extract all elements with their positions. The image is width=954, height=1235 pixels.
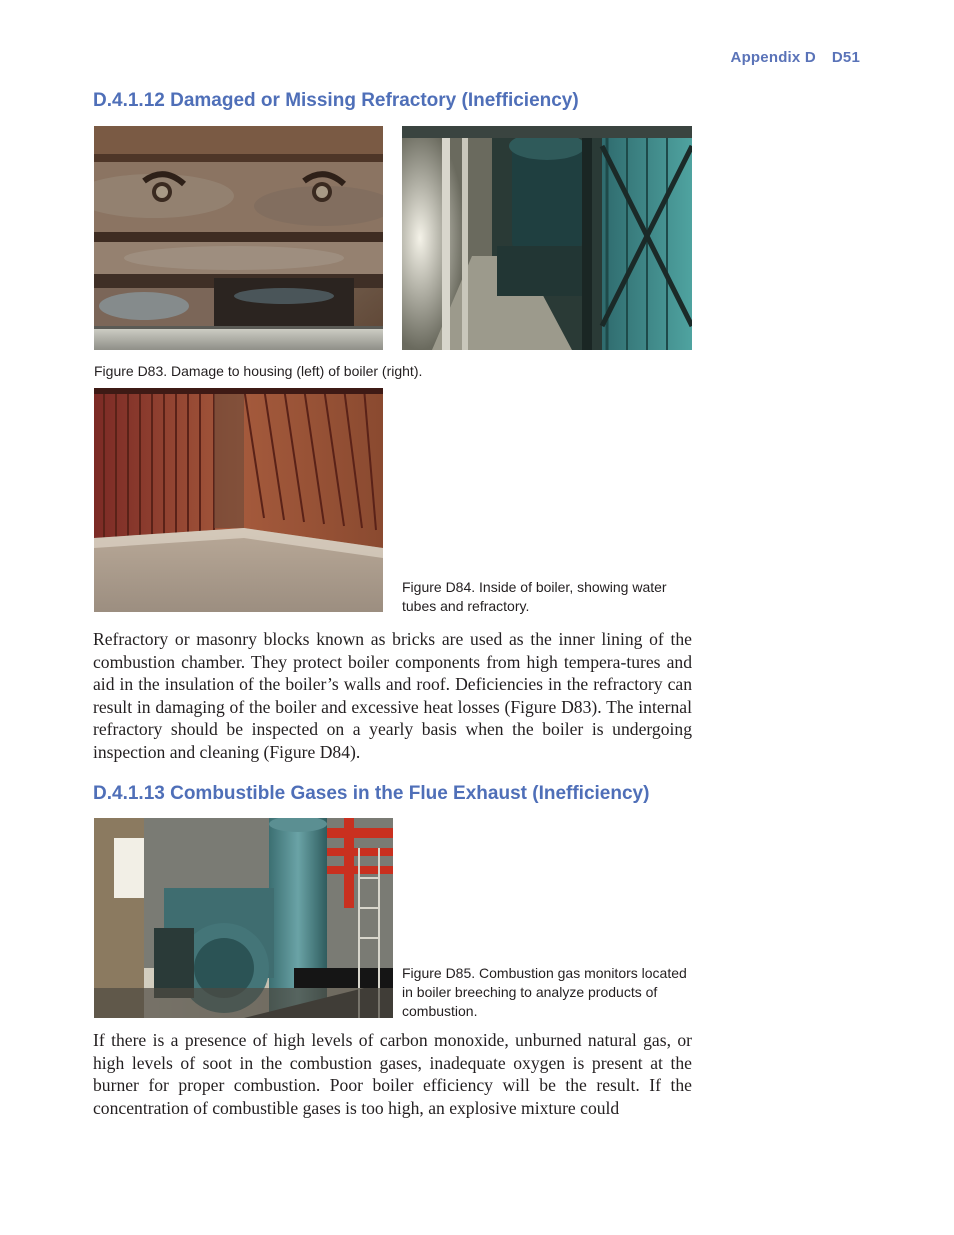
page-number: D51: [831, 49, 860, 66]
figure-d83-boiler-photo: [402, 126, 692, 350]
figure-d84-caption-line-2: tubes and refractory.: [402, 598, 530, 614]
figure-d85-caption: [402, 964, 697, 1021]
figure-d84-boiler-interior-photo: [94, 388, 383, 612]
appendix-label: Appendix D: [730, 49, 816, 66]
paragraph-refractory: Refractory or masonry blocks known as bricks are used as the inner lining of the combustion chamber. They protect boiler components from high tempera-tures and aid in the insulation of the boiler’s walls and roof. Deficiencies in the refractory can result in damaging of the boiler and excessive heat losses (Figure D83). The internal refractory should be inspected on a yearly basis when the boiler is undergoing inspection and cleaning (Figure D84).: [93, 629, 692, 762]
section-heading-combustible-gases: D.4.1.13 Combustible Gases in the Flue Exhaust (Inefficiency): [93, 783, 650, 804]
paragraph-combustible-gases: If there is a presence of high levels of carbon monoxide, unburned natural gas, or high levels of soot in the combustion gases, inadequate oxygen is present at the burner for proper combustion. Poor boiler efficiency will be the result. If the concentration of combustible gases is too high, an explosive mixture could: [93, 1030, 692, 1118]
figure-d84-caption: [402, 578, 692, 616]
figure-d84-caption-line-1: Figure D84. Inside of boiler, showing water: [402, 579, 667, 595]
figure-d85-caption-line-1: Figure D85. Combustion gas monitors located: [402, 965, 687, 981]
figure-d83-caption: Figure D83. Damage to housing (left) of boiler (right).: [94, 363, 423, 379]
running-head: [731, 49, 860, 66]
section-heading-refractory: D.4.1.12 Damaged or Missing Refractory (Inefficiency): [93, 90, 579, 111]
figure-d85-caption-line-2: in boiler breeching to analyze products of: [402, 984, 658, 1000]
figure-d85-caption-line-3: combustion.: [402, 1003, 478, 1019]
figure-d85-gas-monitor-photo: [94, 818, 393, 1018]
figure-d83-housing-photo: [94, 126, 383, 350]
